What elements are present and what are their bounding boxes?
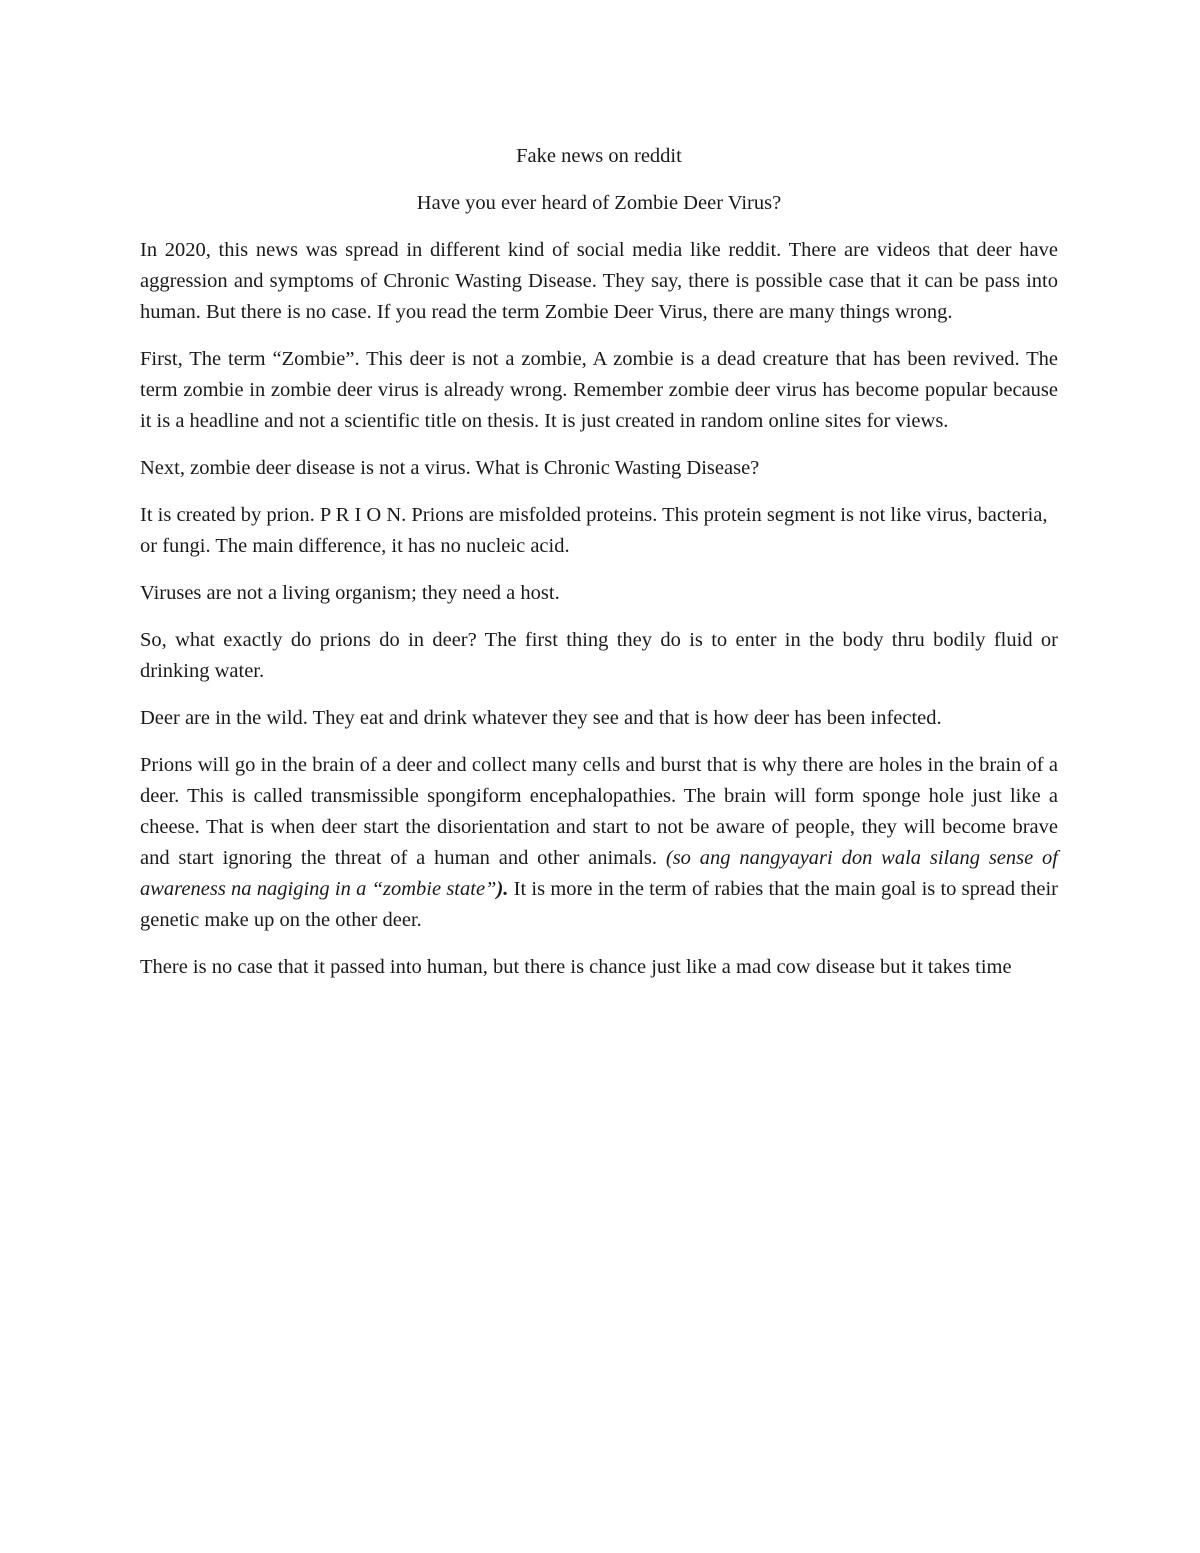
document-body xyxy=(140,141,1058,999)
paragraph-close-paren: ). xyxy=(496,878,509,900)
paragraph-open-paren: ( xyxy=(665,847,673,869)
paragraph-brain-effects xyxy=(140,750,1058,936)
paragraph-not-a-virus: Next, zombie deer disease is not a virus. What is Chronic Wasting Disease? xyxy=(140,457,760,479)
document-subtitle: Have you ever heard of Zombie Deer Virus? xyxy=(416,192,782,214)
paragraph-prion: It is created by prion. P R I O N. Prions are misfolded proteins. This protein segment is not like virus, bacteria, or fungi. The main difference, it has no nucleic acid. xyxy=(140,504,1048,557)
paragraph-brain-effects-tail: It is more in the term of rabies that the main goal is to spread their genetic make up on the other deer. xyxy=(140,878,1058,931)
paragraph-deer-in-wild: Deer are in the wild. They eat and drink whatever they see and that is how deer has been infected. xyxy=(140,707,942,729)
paragraph-zombie-term: First, The term “Zombie”. This deer is not a zombie, A zombie is a dead creature that has been revived. The term zombie in zombie deer virus is already wrong. Remember zombie deer virus has become popular because it is a headline and not a scientific title on thesis. It is just created in random online sites for views. xyxy=(140,348,1058,432)
paragraph-viruses: Viruses are not a living organism; they need a host. xyxy=(140,582,560,604)
paragraph-prions-in-deer: So, what exactly do prions do in deer? The first thing they do is to enter in the body thru bodily fluid or drinking water. xyxy=(140,629,1058,682)
paragraph-intro: In 2020, this news was spread in different kind of social media like reddit. There are videos that deer have aggression and symptoms of Chronic Wasting Disease. They say, there is possible case that it can be pass into human. But there is no case. If you read the term Zombie Deer Virus, there are many things wrong. xyxy=(140,239,1058,323)
paragraph-tagalog-note: so ang nangyayari don wala silang sense of awareness na nagiging in a “zombie state” xyxy=(140,847,1059,900)
document-title: Fake news on reddit xyxy=(516,145,682,167)
paragraph-conclusion: There is no case that it passed into human, but there is chance just like a mad cow disease but it takes time xyxy=(140,956,1012,978)
paragraph-brain-effects-text: Prions will go in the brain of a deer and collect many cells and burst that is why there are holes in the brain of a deer. This is called transmissible spongiform encephalopathies. The brain will form sponge hole just like a cheese. That is when deer start the disorientation and start to not be aware of people, they will become brave and start ignoring the threat of a human and other animals. xyxy=(140,754,1058,869)
